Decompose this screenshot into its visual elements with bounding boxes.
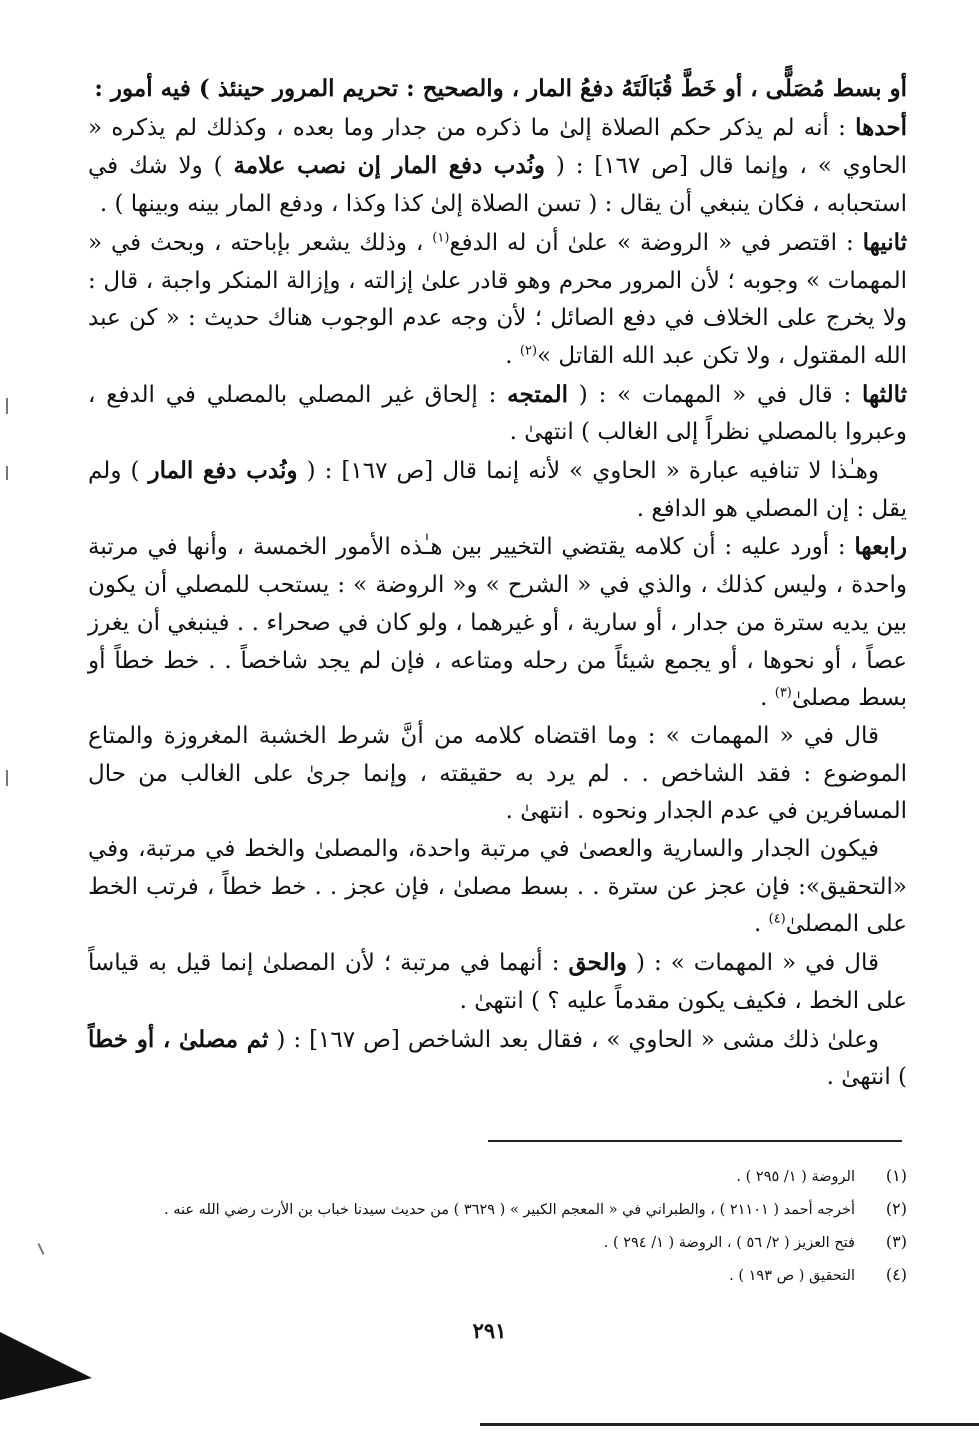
paragraph-third-b [88, 452, 907, 528]
text-run: : أورد عليه : أن كلامه يقتضي التخيير بين هـٰذه الأمور الخمسة ، وأنها في مرتبة واحدة ، وليس كذلك ، والذي في « الشرح » و« الروضة » : يستحب للمصلي أن يكون بين يديه سترة من جدار ، أو سارية ، أو غيرهما ، ولو كان في صحراء . . فينبغي أن يغرز عصاً ، أو نحوها ، أو يجمع شيئاً من رحله ومتاعه ، فإن لم يجد شاخصاً . . خط خطاً أو بسط مصلىٰ [88, 534, 907, 712]
paragraph-intro [88, 70, 907, 109]
bold-text: أو بسط مُصَلًّى ، أو خَطَّ قُبَالَتَهُ دفعُ المار ، والصحيح : تحريم المرور حينئذ ) فيه أمور : [94, 75, 907, 102]
paragraph-fourth-e [88, 1021, 907, 1097]
text-run: وهـٰذا لا تنافيه عبارة « الحاوي » لأنه إنما قال [ص ١٦٧] : ( [297, 458, 879, 485]
text-run: : قال في « المهمات » : ( [567, 381, 863, 408]
scan-edge-mark [38, 1243, 45, 1255]
text-run: . [753, 911, 769, 938]
footnote-item [70, 1160, 907, 1193]
bold-text: أحدها [855, 113, 907, 141]
footnote-number: (٢) [885, 1199, 907, 1218]
footnote-divider [488, 1140, 902, 1142]
footnote-reference: (٤) [768, 911, 786, 927]
paragraph-second [88, 224, 907, 376]
scan-artifact-line [480, 1423, 979, 1426]
text-run: فيكون الجدار والسارية والعصىٰ في مرتبة واحدة، والمصلىٰ والخط في مرتبة، وفي «التحقيق»: فإن عجز عن سترة . . بسط مصلىٰ ، فإن عجز . . خط خطاً ، فرتب الخط على المصلىٰ [88, 836, 907, 938]
paragraph-fourth-d [88, 944, 907, 1020]
bold-text: ونُدب دفع المار [148, 457, 298, 485]
footnotes [70, 1160, 907, 1292]
footnote-number: (٣) [885, 1232, 907, 1251]
text-run: ) ولا شك في استحبابه ، فكان ينبغي أن يقال : ( تسن الصلاة إلىٰ كذا وكذا ، ودفع المار بينه وبينها ) . [88, 153, 907, 218]
text-run: : اقتصر في « الروضة » علىٰ أن له الدفع [449, 229, 863, 256]
footnote-text: التحقيق ( ص ١٩٣ ) . [729, 1268, 855, 1284]
bold-text: ونُدب دفع المار إن نصب علامة [233, 152, 546, 180]
paragraph-fourth-b [88, 718, 907, 831]
footnote-item [70, 1259, 907, 1292]
footnote-text: أخرجه أحمد ( ٢١١٠١ ) ، والطبراني في « المعجم الكبير » ( ٣٦٢٩ ) من حديث سيدنا خباب بن الأرت رضي الله عنه . [164, 1202, 855, 1218]
bold-text: ثم مصلىٰ ، أو خطاً [88, 1025, 269, 1053]
scan-edge-mark [6, 770, 8, 786]
bold-text: المتجه [507, 380, 568, 408]
paragraph-fourth-c [88, 831, 907, 944]
paragraph-third [88, 376, 907, 452]
text-run: : أنهما في مرتبة ؛ لأن المصلىٰ إنما قيل به قياساً على الخط ، فكيف يكون مقدماً عليه ؟ ) انتهىٰ . [88, 950, 907, 1014]
main-text [88, 70, 907, 1097]
footnote-reference: (٢) [519, 343, 538, 359]
text-run: ) انتهىٰ . [826, 1064, 907, 1091]
footnote-number: (٤) [885, 1265, 907, 1284]
footnote-reference: (٣) [774, 685, 792, 701]
text-run: : أنه لم يذكر حكم الصلاة إلىٰ ما ذكره من جدار وما بعده ، وكذلك لم يذكره « الحاوي » ، وإنما قال [ص ١٦٧] : ( [88, 114, 908, 180]
scan-edge-mark [6, 466, 8, 480]
text-run: وعلىٰ ذلك مشى « الحاوي » ، فقال بعد الشاخص [ص ١٦٧] : ( [268, 1026, 879, 1053]
text-run: قال في « المهمات » : وما اقتضاه كلامه من أنَّ شرط الخشبة المغروزة والمتاع الموضوع : فقد الشاخص . . لم يرد به حقيقته ، وإنما جرىٰ على الغالب من حال المسافرين في عدم الجدار ونحوه . انتهىٰ . [88, 722, 907, 825]
footnote-number: (١) [885, 1166, 907, 1185]
text-run: : إلحاق غير المصلي بالمصلي في الدفع ، وعبروا بالمصلي نظراً إلى الغالب ) انتهىٰ . [88, 381, 907, 446]
footnote-text: فتح العزيز ( ٢/ ٥٦ ) ، الروضة ( ١/ ٢٩٤ ) . [603, 1235, 855, 1251]
footnote-item [70, 1226, 907, 1259]
footnote-text: الروضة ( ١/ ٢٩٥ ) . [736, 1169, 855, 1185]
text-run: . [760, 685, 775, 712]
scan-edge-mark [6, 398, 8, 414]
text-run: . [505, 342, 520, 369]
text-run: قال في « المهمات » : ( [626, 950, 879, 977]
scan-artifact-triangle [0, 1320, 92, 1400]
bold-text: رابعها [854, 533, 907, 561]
footnote-item [70, 1193, 907, 1226]
bold-text: ثانيها [862, 228, 908, 256]
text-run: ، وذلك يشعر بإباحته ، وبحث في « المهمات » وجوبه ؛ لأن المرور محرم وهو قادر علىٰ إزالته ، وإزالة المنكر واجبة ، قال : ولا يخرج على الخلاف في دفع الصائل ؛ لأن وجه عدم الوجوب هناك حديث : « كن عبد الله المقتول ، ولا تكن عبد الله القاتل » [88, 229, 907, 369]
footnote-reference: (١) [432, 230, 450, 246]
paragraph-fourth [88, 528, 907, 718]
bold-text: ثالثها [862, 380, 907, 408]
paragraph-first [88, 109, 907, 224]
bold-text: والحق [568, 949, 627, 977]
text-run: ) ولم يقل : إن المصلي هو الدافع . [88, 458, 907, 522]
page-number: ٢٩١ [472, 1318, 507, 1343]
